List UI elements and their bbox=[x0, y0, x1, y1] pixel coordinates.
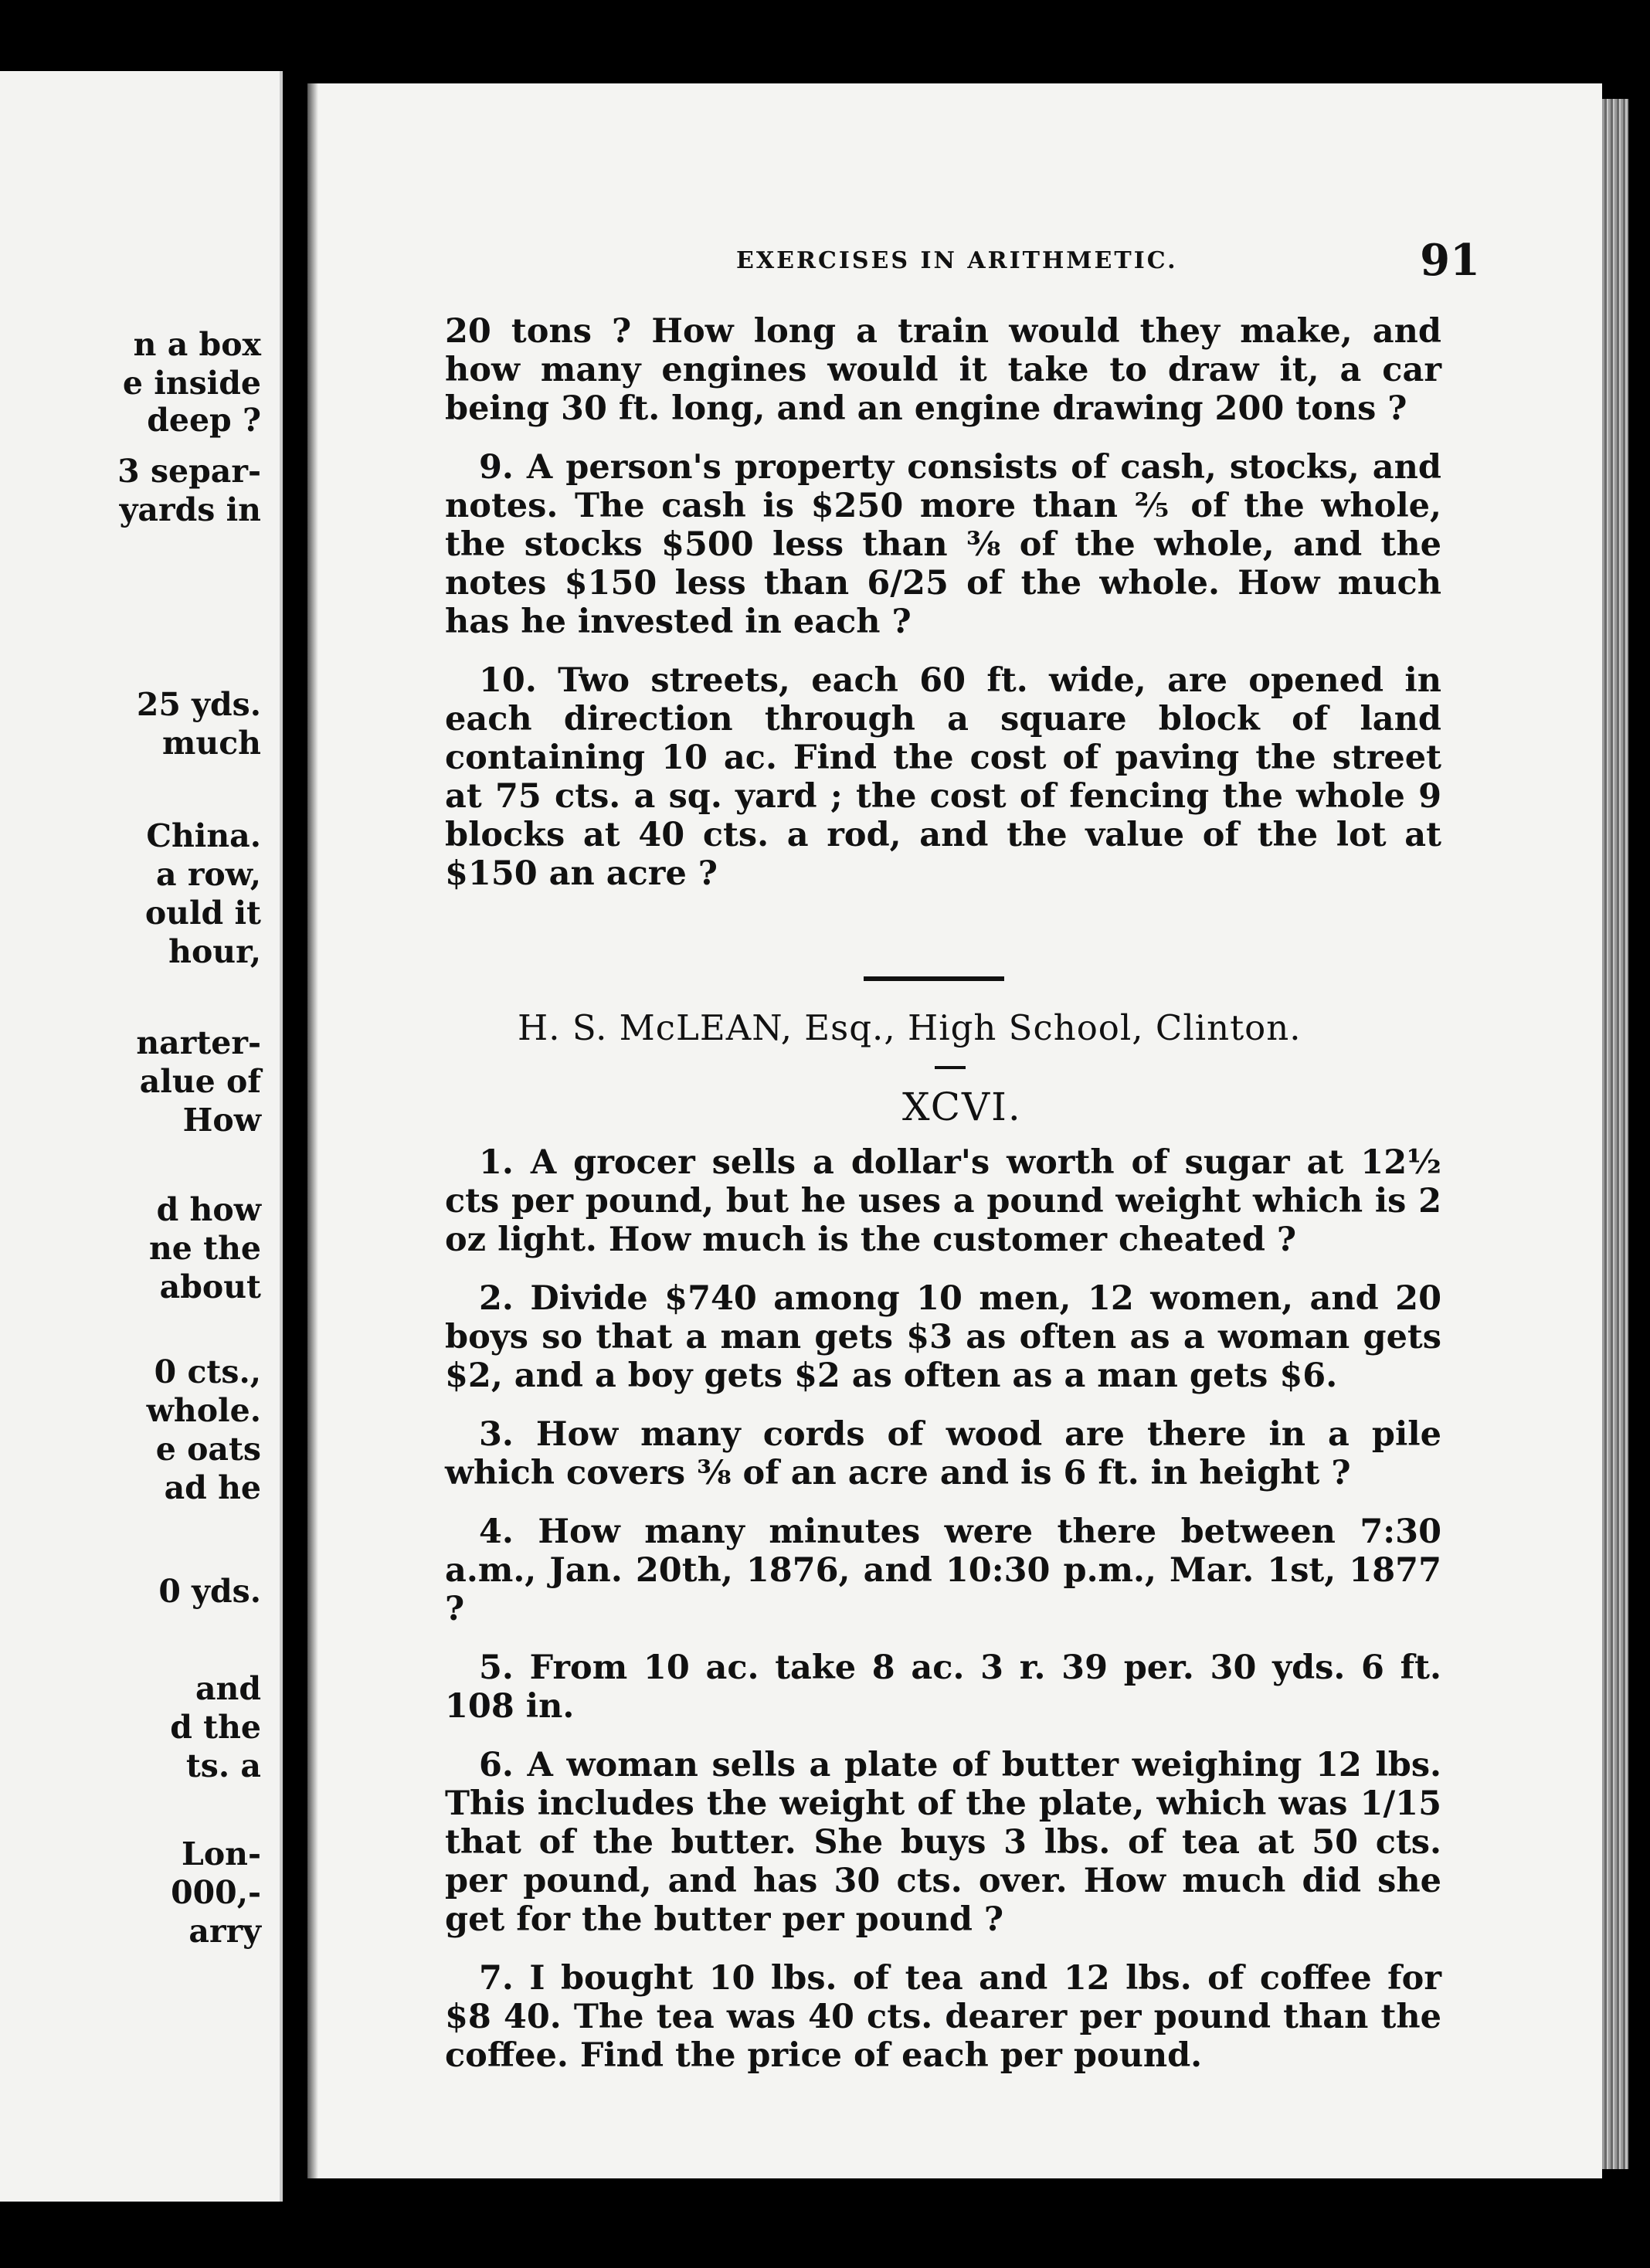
left-fragment: 000,- bbox=[171, 1874, 261, 1911]
problem-2: 2. Divide $740 among 10 men, 12 women, and 20 boys so that a man gets $3 as often as a woman gets $2, and a boy gets $2 as often as a man gets $6. bbox=[445, 1279, 1441, 1395]
left-fragment: hour, bbox=[168, 933, 261, 970]
left-fragment: How bbox=[182, 1102, 261, 1139]
left-fragment: ts. a bbox=[185, 1747, 261, 1784]
left-fragment: narter- bbox=[136, 1024, 261, 1061]
continuation-paragraph: 20 tons ? How long a train would they make, and how many engines would it take to draw it, a car being 30 ft. long, and an engine drawing 200 tons ? bbox=[445, 312, 1441, 428]
section-divider bbox=[864, 976, 1004, 981]
left-fragment: d how bbox=[156, 1191, 261, 1228]
top-problems bbox=[445, 312, 1441, 913]
contributor-heading: H. S. McLEAN, Esq., High School, Clinton. bbox=[518, 1007, 1302, 1048]
gutter-shadow bbox=[307, 83, 318, 2178]
page-number: 91 bbox=[1420, 235, 1480, 286]
left-fragment: d the bbox=[170, 1709, 261, 1746]
left-fragment: ould it bbox=[144, 895, 261, 932]
left-fragment: ne the bbox=[148, 1230, 261, 1267]
left-fragment: deep ? bbox=[147, 402, 261, 439]
left-fragment: Lon- bbox=[181, 1835, 261, 1872]
left-fragment: e oats bbox=[155, 1431, 261, 1468]
left-fragment: a row, bbox=[155, 856, 261, 893]
running-head: EXERCISES IN ARITHMETIC. bbox=[736, 247, 1178, 274]
left-fragment: much bbox=[162, 725, 261, 762]
left-fragment: 0 cts., bbox=[154, 1353, 261, 1390]
problem-6: 6. A woman sells a plate of butter weighing 12 lbs. This includes the weight of the plate, which was 1/15 that of the butter. She buys 3 lbs. of tea at 50 cts. per pound, and has 30 cts. over. How much did she get for the butter per pound ? bbox=[445, 1746, 1441, 1939]
left-fragment: arry bbox=[188, 1913, 261, 1950]
section-number: XCVI. bbox=[902, 1085, 1022, 1129]
left-fragment: 3 separ- bbox=[117, 453, 261, 490]
exercise-list bbox=[445, 1143, 1441, 2095]
problem-4: 4. How many minutes were there between 7:30 a.m., Jan. 20th, 1876, and 10:30 p.m., Mar. 1st, 1877 ? bbox=[445, 1513, 1441, 1628]
left-fragment: e inside bbox=[122, 365, 261, 402]
left-fragment: n a box bbox=[133, 326, 261, 363]
left-fragment: and bbox=[195, 1670, 261, 1707]
problem-5: 5. From 10 ac. take 8 ac. 3 r. 39 per. 30 yds. 6 ft. 108 in. bbox=[445, 1648, 1441, 1726]
left-fragment: 25 yds. bbox=[136, 686, 261, 723]
problem-1: 1. A grocer sells a dollar's worth of sugar at 12½ cts per pound, but he uses a pound weight which is 2 oz light. How much is the customer cheated ? bbox=[445, 1143, 1441, 1259]
problem-10: 10. Two streets, each 60 ft. wide, are opened in each direction through a square block of land containing 10 ac. Find the cost of paving the street at 75 cts. a sq. yard ; the cost of fencing the whole 9 blocks at 40 cts. a rod, and the value of the lot at $150 an acre ? bbox=[445, 661, 1441, 893]
page-edge-stack bbox=[1602, 99, 1628, 2169]
left-fragment: yards in bbox=[119, 491, 261, 528]
short-divider bbox=[935, 1066, 966, 1069]
book-page bbox=[307, 83, 1602, 2178]
problem-3: 3. How many cords of wood are there in a pile which covers ⅜ of an acre and is 6 ft. in height ? bbox=[445, 1415, 1441, 1492]
problem-7: 7. I bought 10 lbs. of tea and 12 lbs. of coffee for $8 40. The tea was 40 cts. dearer per pound than the coffee. Find the price of each per pound. bbox=[445, 1959, 1441, 2075]
left-fragment: about bbox=[159, 1268, 261, 1305]
left-fragment: alue of bbox=[139, 1063, 261, 1100]
problem-9: 9. A person's property consists of cash, stocks, and notes. The cash is $250 more than ⅖ of the whole, the stocks $500 less than ⅜ of the whole, and the notes $150 less than 6/25 of the whole. How much has he invested in each ? bbox=[445, 448, 1441, 641]
left-facing-page bbox=[0, 71, 283, 2202]
left-fragment: 0 yds. bbox=[158, 1573, 261, 1610]
left-fragment: whole. bbox=[146, 1392, 261, 1429]
left-fragment: China. bbox=[146, 817, 261, 854]
left-fragment: ad he bbox=[164, 1469, 261, 1506]
